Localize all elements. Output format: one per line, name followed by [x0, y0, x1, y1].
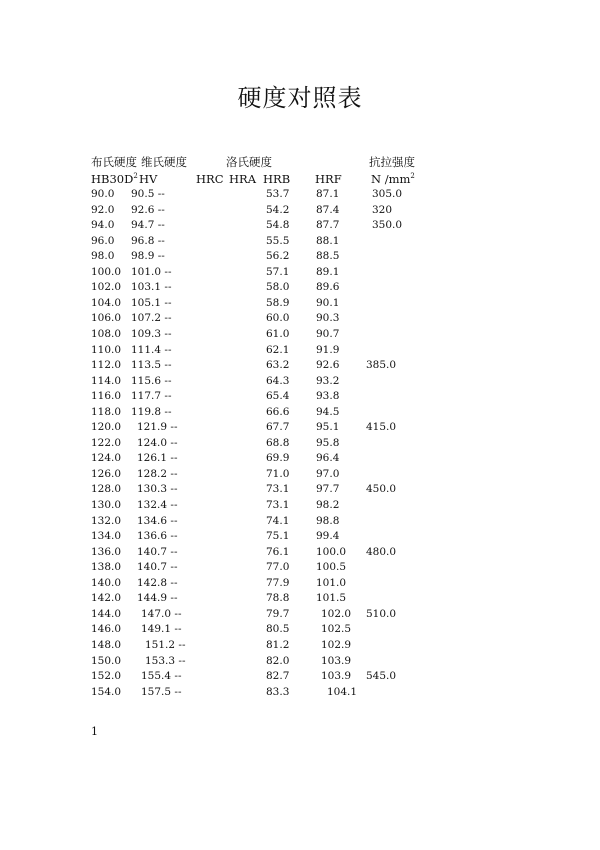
- hb-cell: 152.0: [91, 670, 122, 682]
- hrb-cell: 65.4: [266, 390, 290, 402]
- hrf-cell: 102.0: [321, 608, 352, 620]
- hb-cell: 148.0: [91, 639, 122, 651]
- hrb-cell: 79.7: [266, 608, 290, 620]
- hrf-cell: 96.4: [316, 452, 340, 464]
- hrf-cell: 88.5: [316, 250, 340, 262]
- hrf-cell: 97.7: [316, 483, 340, 495]
- hv-cell: 147.0 --: [141, 608, 182, 620]
- hrf-cell: 102.9: [321, 639, 352, 651]
- hb-cell: 102.0: [91, 281, 122, 293]
- hrf-cell: 89.6: [316, 281, 340, 293]
- hv-cell: 136.6 --: [137, 530, 178, 542]
- hb-cell: 98.0: [91, 250, 115, 262]
- hv-cell: 157.5 --: [141, 686, 182, 698]
- hrf-cell: 94.5: [316, 406, 340, 418]
- hrf-cell: 98.8: [316, 515, 340, 527]
- hv-cell: 132.4 --: [137, 499, 178, 511]
- hrf-cell: 88.1: [316, 235, 340, 247]
- hv-cell: 144.9 --: [137, 592, 178, 604]
- hrb-cell: 64.3: [266, 375, 290, 387]
- hrb-cell: 54.8: [266, 219, 290, 231]
- hv-cell: 105.1 --: [131, 297, 172, 309]
- hv-cell: 140.7 --: [137, 561, 178, 573]
- hrb-cell: 73.1: [266, 483, 290, 495]
- hb-cell: 100.0: [91, 266, 122, 278]
- header-tensile-unit: N $/mm^2$: [371, 172, 415, 186]
- header-hrc: HRC: [196, 172, 224, 186]
- hrb-cell: 66.6: [266, 406, 290, 418]
- hrb-cell: 57.1: [266, 266, 290, 278]
- hb-cell: 128.0: [91, 483, 122, 495]
- hv-cell: 149.1 --: [141, 623, 182, 635]
- tensile-cell: 480.0: [366, 546, 397, 558]
- hv-cell: 121.9 --: [137, 421, 178, 433]
- hb-cell: 130.0: [91, 499, 122, 511]
- header-hv: HV: [139, 172, 158, 186]
- hv-cell: 130.3 --: [137, 483, 178, 495]
- tensile-cell: 510.0: [366, 608, 397, 620]
- hrb-cell: 77.9: [266, 577, 290, 589]
- hv-cell: 124.0 --: [137, 437, 178, 449]
- header-rockwell: 洛氏硬度: [226, 155, 272, 169]
- header-hrf: HRF: [315, 172, 342, 186]
- hb-cell: 122.0: [91, 437, 122, 449]
- header-tensile: 抗拉强度: [369, 155, 415, 169]
- hv-cell: 111.4 --: [131, 344, 172, 356]
- hb-cell: 126.0: [91, 468, 122, 480]
- hrf-cell: 92.6: [316, 359, 340, 371]
- tensile-cell: 350.0: [372, 219, 403, 231]
- hb-cell: 140.0: [91, 577, 122, 589]
- hv-cell: 103.1 --: [131, 281, 172, 293]
- hb-cell: 92.0: [91, 204, 115, 216]
- hv-cell: 142.8 --: [137, 577, 178, 589]
- tensile-cell: 415.0: [366, 421, 397, 433]
- page-title: 硬度对照表: [237, 84, 363, 112]
- hrf-cell: 93.8: [316, 390, 340, 402]
- hrf-cell: 90.7: [316, 328, 340, 340]
- hrb-cell: 77.0: [266, 561, 290, 573]
- hrf-cell: 95.8: [316, 437, 340, 449]
- hrf-cell: 102.5: [321, 623, 352, 635]
- hrb-cell: 53.7: [266, 188, 290, 200]
- hrb-cell: 76.1: [266, 546, 290, 558]
- tensile-cell: 320: [372, 204, 393, 216]
- tensile-cell: 385.0: [366, 359, 397, 371]
- hb-cell: 108.0: [91, 328, 122, 340]
- hb-cell: 144.0: [91, 608, 122, 620]
- hrb-cell: 69.9: [266, 452, 290, 464]
- hv-cell: 126.1 --: [137, 452, 178, 464]
- hrf-cell: 87.1: [316, 188, 340, 200]
- hb-cell: 142.0: [91, 592, 122, 604]
- hv-cell: 153.3 --: [145, 655, 186, 667]
- hb-cell: 138.0: [91, 561, 122, 573]
- hrb-cell: 58.9: [266, 297, 290, 309]
- hrf-cell: 90.3: [316, 312, 340, 324]
- hb-cell: 124.0: [91, 452, 122, 464]
- header-hra: HRA: [229, 172, 256, 186]
- hrf-cell: 87.4: [316, 204, 340, 216]
- hv-cell: 134.6 --: [137, 515, 178, 527]
- hrf-cell: 100.0: [316, 546, 347, 558]
- hb-cell: 150.0: [91, 655, 122, 667]
- hb-cell: 90.0: [91, 188, 115, 200]
- hrf-cell: 87.7: [316, 219, 340, 231]
- hrb-cell: 68.8: [266, 437, 290, 449]
- hrb-cell: 74.1: [266, 515, 290, 527]
- hb-cell: 134.0: [91, 530, 122, 542]
- hb-cell: 106.0: [91, 312, 122, 324]
- hrf-cell: 103.9: [321, 670, 352, 682]
- header-hrb: HRB: [263, 172, 291, 186]
- hb-cell: 110.0: [91, 344, 122, 356]
- hrb-cell: 58.0: [266, 281, 290, 293]
- hv-cell: 119.8 --: [131, 406, 172, 418]
- hrb-cell: 78.8: [266, 592, 290, 604]
- hb-cell: 136.0: [91, 546, 122, 558]
- hrf-cell: 99.4: [316, 530, 340, 542]
- hrf-cell: 90.1: [316, 297, 340, 309]
- hrb-cell: 73.1: [266, 499, 290, 511]
- hb-cell: 132.0: [91, 515, 122, 527]
- hrb-cell: 82.7: [266, 670, 290, 682]
- hrb-cell: 82.0: [266, 655, 290, 667]
- page-number: 1: [91, 725, 98, 738]
- hv-cell: 155.4 --: [141, 670, 182, 682]
- hrf-cell: 89.1: [316, 266, 340, 278]
- hv-cell: 113.5 --: [131, 359, 172, 371]
- hrb-cell: 60.0: [266, 312, 290, 324]
- hb-cell: 104.0: [91, 297, 122, 309]
- hv-cell: 140.7 --: [137, 546, 178, 558]
- hrb-cell: 54.2: [266, 204, 290, 216]
- hv-cell: 90.5 --: [131, 188, 165, 200]
- hb-cell: 114.0: [91, 375, 122, 387]
- hrb-cell: 71.0: [266, 468, 290, 480]
- hrf-cell: 100.5: [316, 561, 347, 573]
- hrb-cell: 83.3: [266, 686, 290, 698]
- hrb-cell: 61.0: [266, 328, 290, 340]
- hb-cell: 96.0: [91, 235, 115, 247]
- hrf-cell: 104.1: [327, 686, 358, 698]
- tensile-cell: 305.0: [372, 188, 403, 200]
- hv-cell: 101.0 --: [131, 266, 172, 278]
- hb-cell: 112.0: [91, 359, 122, 371]
- hrb-cell: 63.2: [266, 359, 290, 371]
- hrb-cell: 56.2: [266, 250, 290, 262]
- hb-cell: 94.0: [91, 219, 115, 231]
- hrf-cell: 93.2: [316, 375, 340, 387]
- hv-cell: 94.7 --: [131, 219, 165, 231]
- hrf-cell: 95.1: [316, 421, 340, 433]
- hrb-cell: 75.1: [266, 530, 290, 542]
- tensile-cell: 450.0: [366, 483, 397, 495]
- header-vickers: 维氏硬度: [141, 155, 187, 169]
- hrb-cell: 55.5: [266, 235, 290, 247]
- hrb-cell: 81.2: [266, 639, 290, 651]
- hv-cell: 107.2 --: [131, 312, 172, 324]
- hb-cell: 118.0: [91, 406, 122, 418]
- hrb-cell: 80.5: [266, 623, 290, 635]
- hv-cell: 96.8 --: [131, 235, 165, 247]
- hv-cell: 128.2 --: [137, 468, 178, 480]
- hrf-cell: 103.9: [321, 655, 352, 667]
- hv-cell: 98.9 --: [131, 250, 165, 262]
- hv-cell: 115.6 --: [131, 375, 172, 387]
- hb-cell: 120.0: [91, 421, 122, 433]
- hv-cell: 117.7 --: [131, 390, 172, 402]
- header-brinell: 布氏硬度: [91, 155, 137, 169]
- hrf-cell: 91.9: [316, 344, 340, 356]
- hrf-cell: 101.0: [316, 577, 347, 589]
- hrf-cell: 101.5: [316, 592, 347, 604]
- hrb-cell: 62.1: [266, 344, 290, 356]
- hb-cell: 154.0: [91, 686, 122, 698]
- tensile-cell: 545.0: [366, 670, 397, 682]
- hrf-cell: 97.0: [316, 468, 340, 480]
- hv-cell: 92.6 --: [131, 204, 165, 216]
- hb-cell: 116.0: [91, 390, 122, 402]
- hrb-cell: 67.7: [266, 421, 290, 433]
- hb-cell: 146.0: [91, 623, 122, 635]
- header-hb: $HB30D^2$: [91, 172, 138, 186]
- hv-cell: 109.3 --: [131, 328, 172, 340]
- hv-cell: 151.2 --: [145, 639, 186, 651]
- hrf-cell: 98.2: [316, 499, 340, 511]
